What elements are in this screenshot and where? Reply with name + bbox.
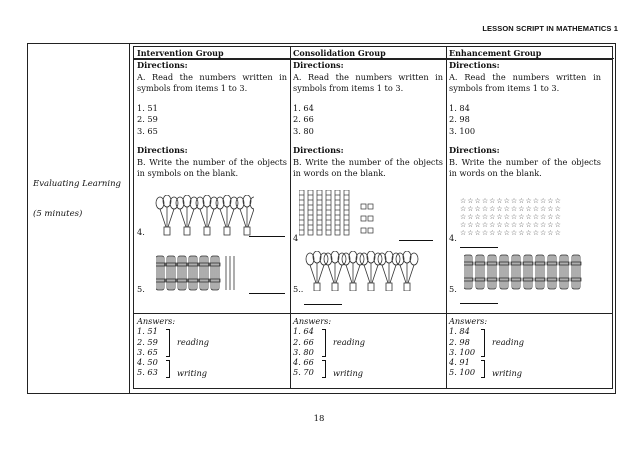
- col-title-consolidation: Consolidation Group: [290, 47, 446, 59]
- question-4-intervention: 4.: [137, 227, 145, 237]
- question-4-enhancement: 4.: [449, 233, 457, 243]
- answer-blank[interactable]: [249, 293, 285, 294]
- reading-label: reading: [177, 337, 210, 347]
- lesson-table: [27, 43, 616, 394]
- answer-blank[interactable]: [399, 240, 433, 241]
- col-title-intervention: Intervention Group: [134, 47, 290, 59]
- directions-a-consolidation: Directions: A. Read the numbers written in symbols from items 1 to 3. 1. 64 2. 66 3. 80 Directions: B. Write the number of the objects in words on the blank.: [293, 60, 443, 178]
- answers-intervention: Answers: 1. 51 2. 59 3. 65 4. 50 5. 63: [137, 316, 176, 378]
- base-ten-blocks-picture: [299, 190, 389, 246]
- directions-a-enhancement: Directions: A. Read the numbers written in symbols from items 1 to 3. 1. 84 2. 98 3. 100 Directions: B. Write the number of the objects in words on the blank.: [449, 60, 601, 178]
- left-column: [28, 44, 130, 393]
- question-5-intervention: 5.: [137, 284, 145, 294]
- page-header: LESSON SCRIPT IN MATHEMATICS 1: [482, 24, 618, 33]
- stick-bundles-picture: [156, 253, 256, 293]
- question-4-consolidation: 4: [293, 233, 299, 243]
- writing-label: writing: [492, 368, 522, 378]
- answer-blank[interactable]: [460, 303, 498, 304]
- answer-blank[interactable]: [304, 304, 342, 305]
- stick-bundles-picture: [464, 252, 594, 292]
- flower-bundles-picture: [304, 251, 419, 291]
- question-5-enhancement: 5.: [449, 284, 457, 294]
- groups-grid: [133, 46, 613, 389]
- answers-consolidation: Answers: 1. 64 2. 66 3. 80 4. 66 5. 70: [293, 316, 332, 378]
- answer-blank[interactable]: [460, 247, 498, 248]
- reading-label: reading: [492, 337, 525, 347]
- section-duration: (5 minutes): [33, 209, 83, 219]
- answers-enhancement: Answers: 1. 84 2. 98 3. 100 4. 91 5. 100: [449, 316, 488, 378]
- page-number: 18: [313, 414, 325, 424]
- writing-label: writing: [333, 368, 363, 378]
- writing-label: writing: [177, 368, 207, 378]
- directions-a-intervention: Directions: A. Read the numbers written in symbols from items 1 to 3. 1. 51 2. 59 3. 65 Directions: B. Write the number of the objects in symbols on the blank.: [137, 60, 287, 178]
- section-title: Evaluating Learning: [33, 179, 122, 189]
- stars-picture: ☆☆☆☆☆☆☆☆☆☆☆☆☆☆ ☆☆☆☆☆☆☆☆☆☆☆☆☆☆ ☆☆☆☆☆☆☆☆☆☆☆☆☆☆ ☆☆☆☆☆☆☆☆☆☆☆☆☆☆ ☆☆☆☆☆☆☆☆☆☆☆☆☆☆: [460, 197, 562, 237]
- question-5-consolidation: 5..: [293, 284, 304, 294]
- answer-blank[interactable]: [249, 236, 285, 237]
- reading-label: reading: [333, 337, 366, 347]
- col-title-enhancement: Enhancement Group: [446, 47, 614, 59]
- flower-bundles-picture: [154, 195, 254, 237]
